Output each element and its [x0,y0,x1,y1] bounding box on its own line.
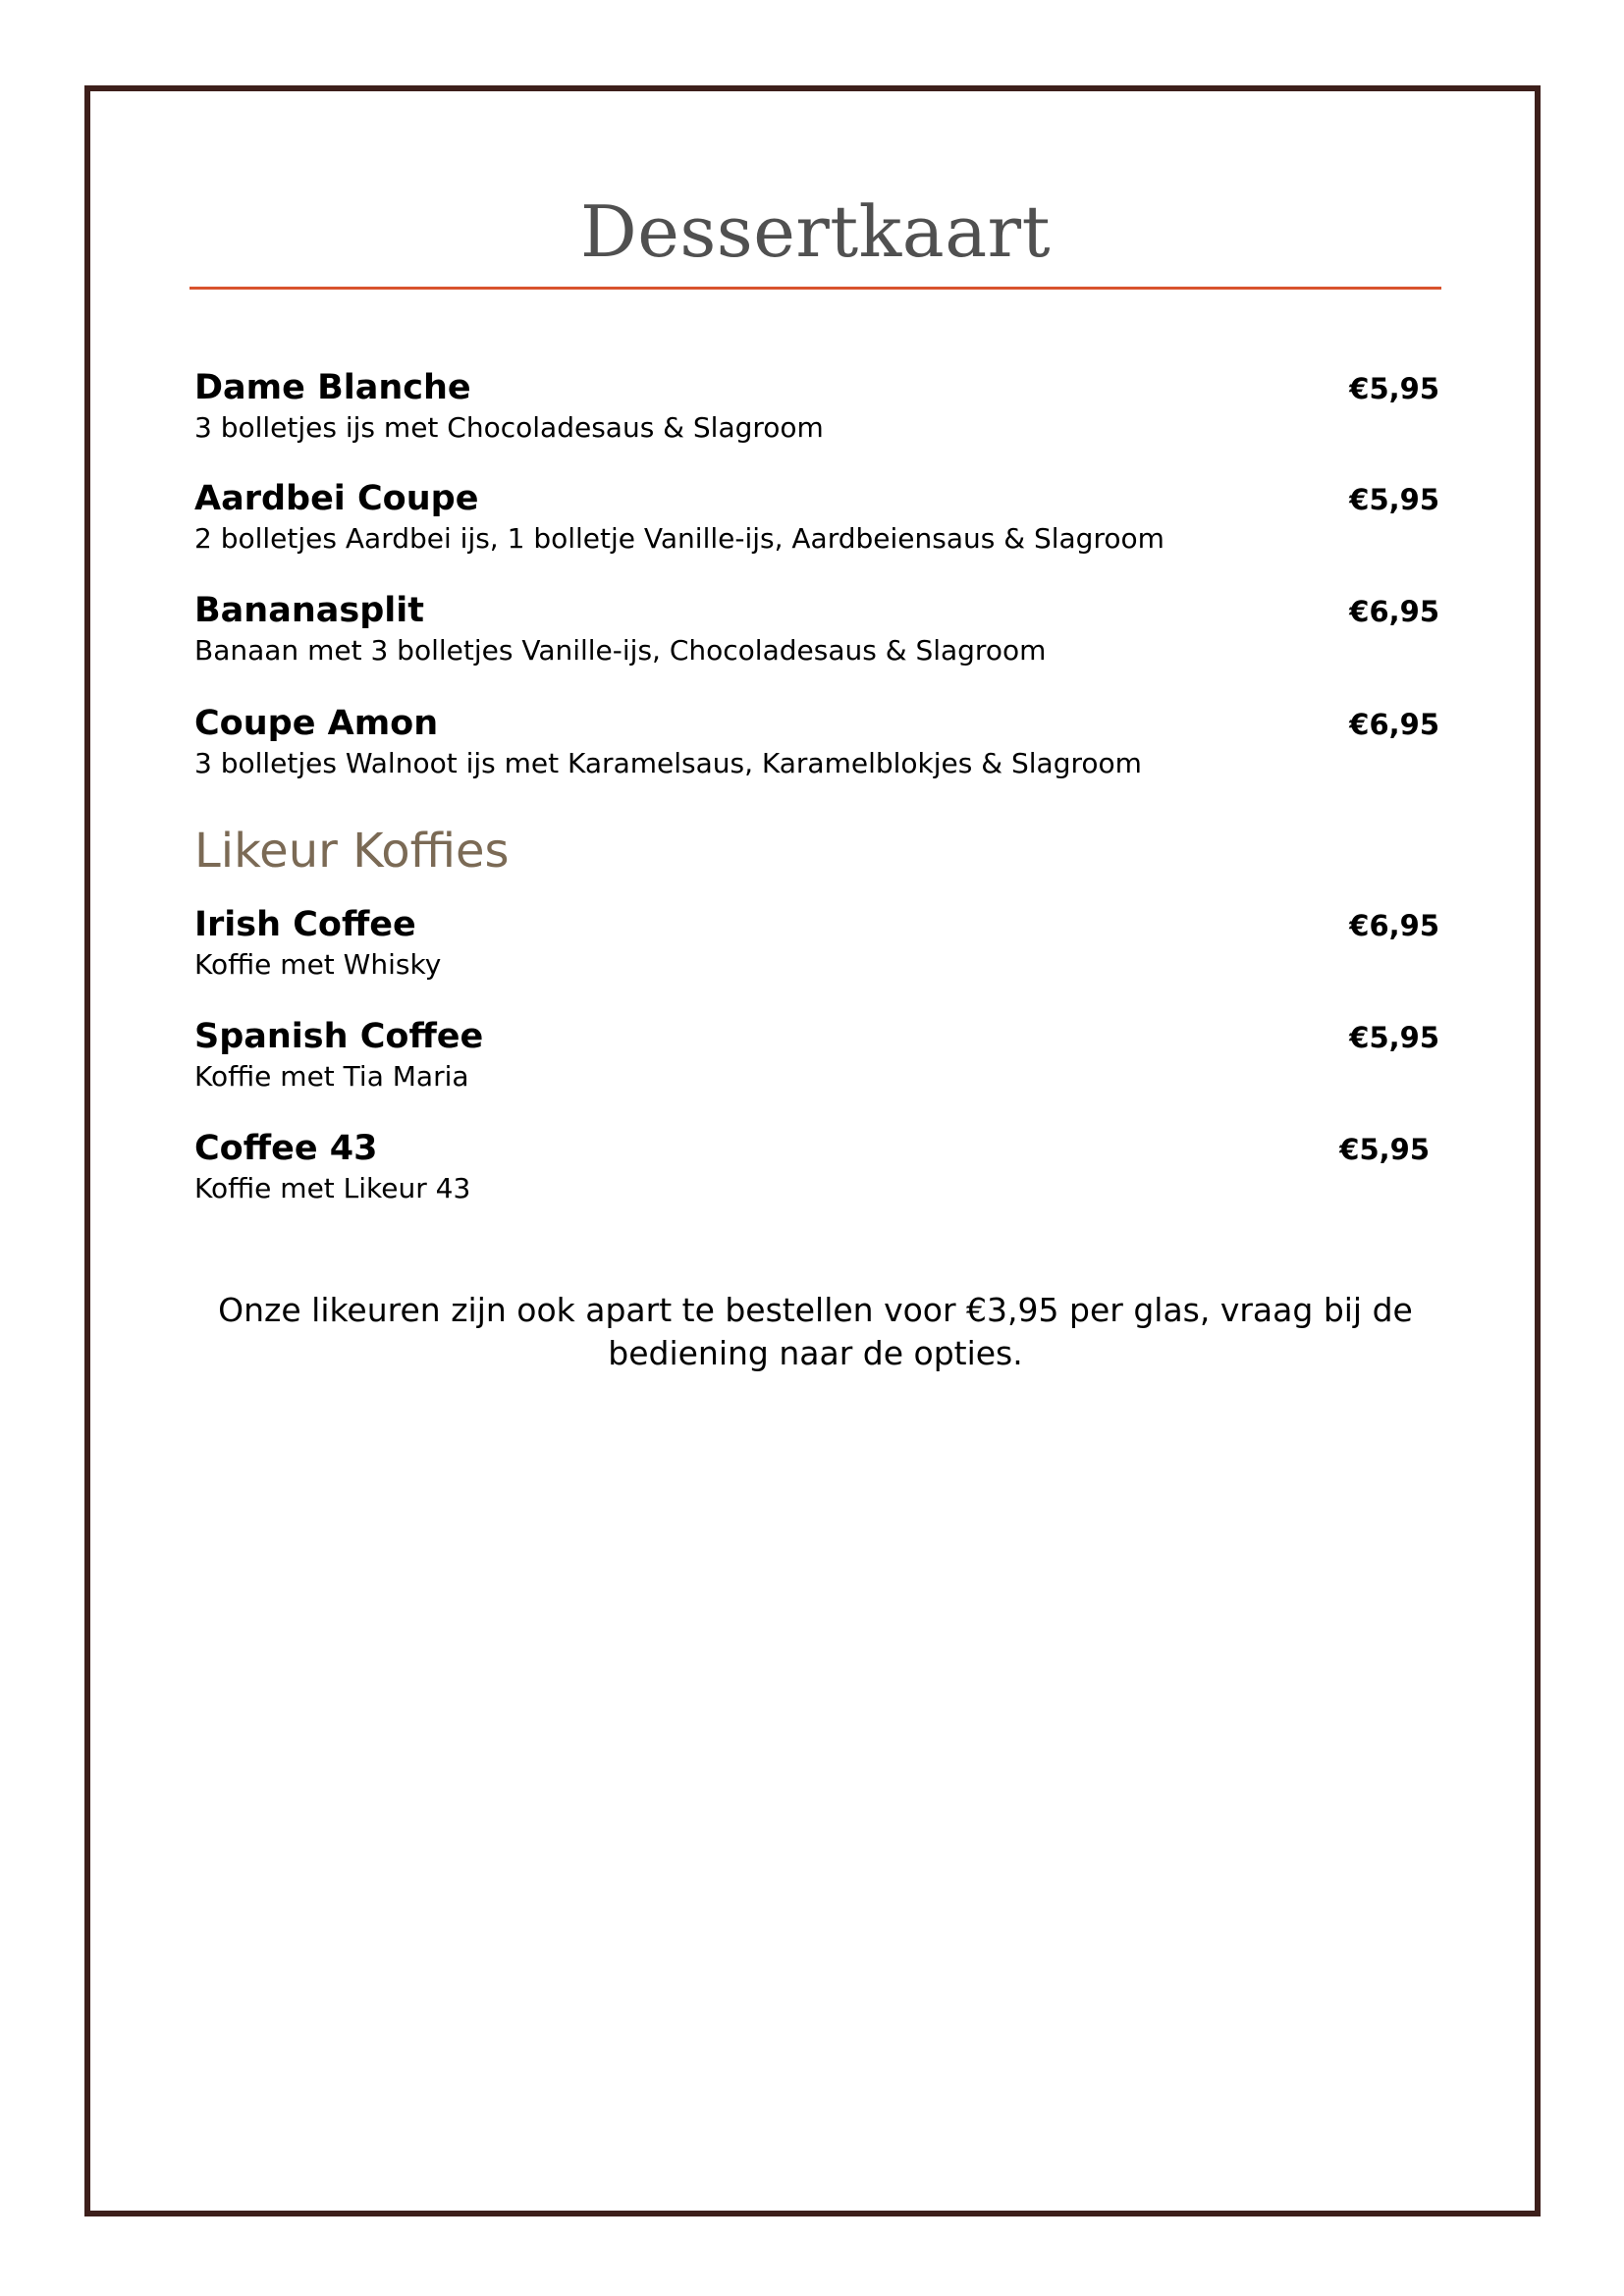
menu-item-name: Bananasplit [194,591,424,630]
section-heading-likeur-koffies: Likeur Koffies [194,824,510,879]
menu-item-description: 3 bolletjes Walnoot ijs met Karamelsaus, Karamelblokjes & Slagroom [194,747,1142,779]
menu-item-price: €6,95 [1349,708,1439,741]
menu-item-name: Dame Blanche [194,368,471,407]
menu-item-price: €6,95 [1349,909,1439,942]
menu-item-price: €5,95 [1349,483,1439,516]
menu-item-description: 2 bolletjes Aardbei ijs, 1 bolletje Vanille-ijs, Aardbeiensaus & Slagroom [194,522,1164,555]
menu-item-price: €6,95 [1349,595,1439,628]
menu-item-name: Spanish Coffee [194,1017,484,1056]
menu-item-description: Koffie met Whisky [194,948,442,981]
menu-item-price: €5,95 [1349,372,1439,405]
menu-item-price: €5,95 [1349,1021,1439,1054]
menu-item-price: €5,95 [1339,1133,1430,1166]
menu-item-description: 3 bolletjes ijs met Chocoladesaus & Slagroom [194,411,824,444]
menu-item-name: Coupe Amon [194,704,439,743]
page-title: Dessertkaart [579,190,1052,273]
menu-item-description: Banaan met 3 bolletjes Vanille-ijs, Chocoladesaus & Slagroom [194,634,1047,667]
title-divider [189,287,1441,290]
menu-item-description: Koffie met Likeur 43 [194,1172,471,1204]
footer-note: Onze likeuren zijn ook apart te bestellen voor €3,95 per glas, vraag bij de bediening naar de opties. [218,1291,1413,1372]
menu-item-name: Irish Coffee [194,905,416,944]
menu-item-name: Coffee 43 [194,1129,378,1168]
menu-item-description: Koffie met Tia Maria [194,1060,469,1093]
menu-item-name: Aardbei Coupe [194,479,479,518]
